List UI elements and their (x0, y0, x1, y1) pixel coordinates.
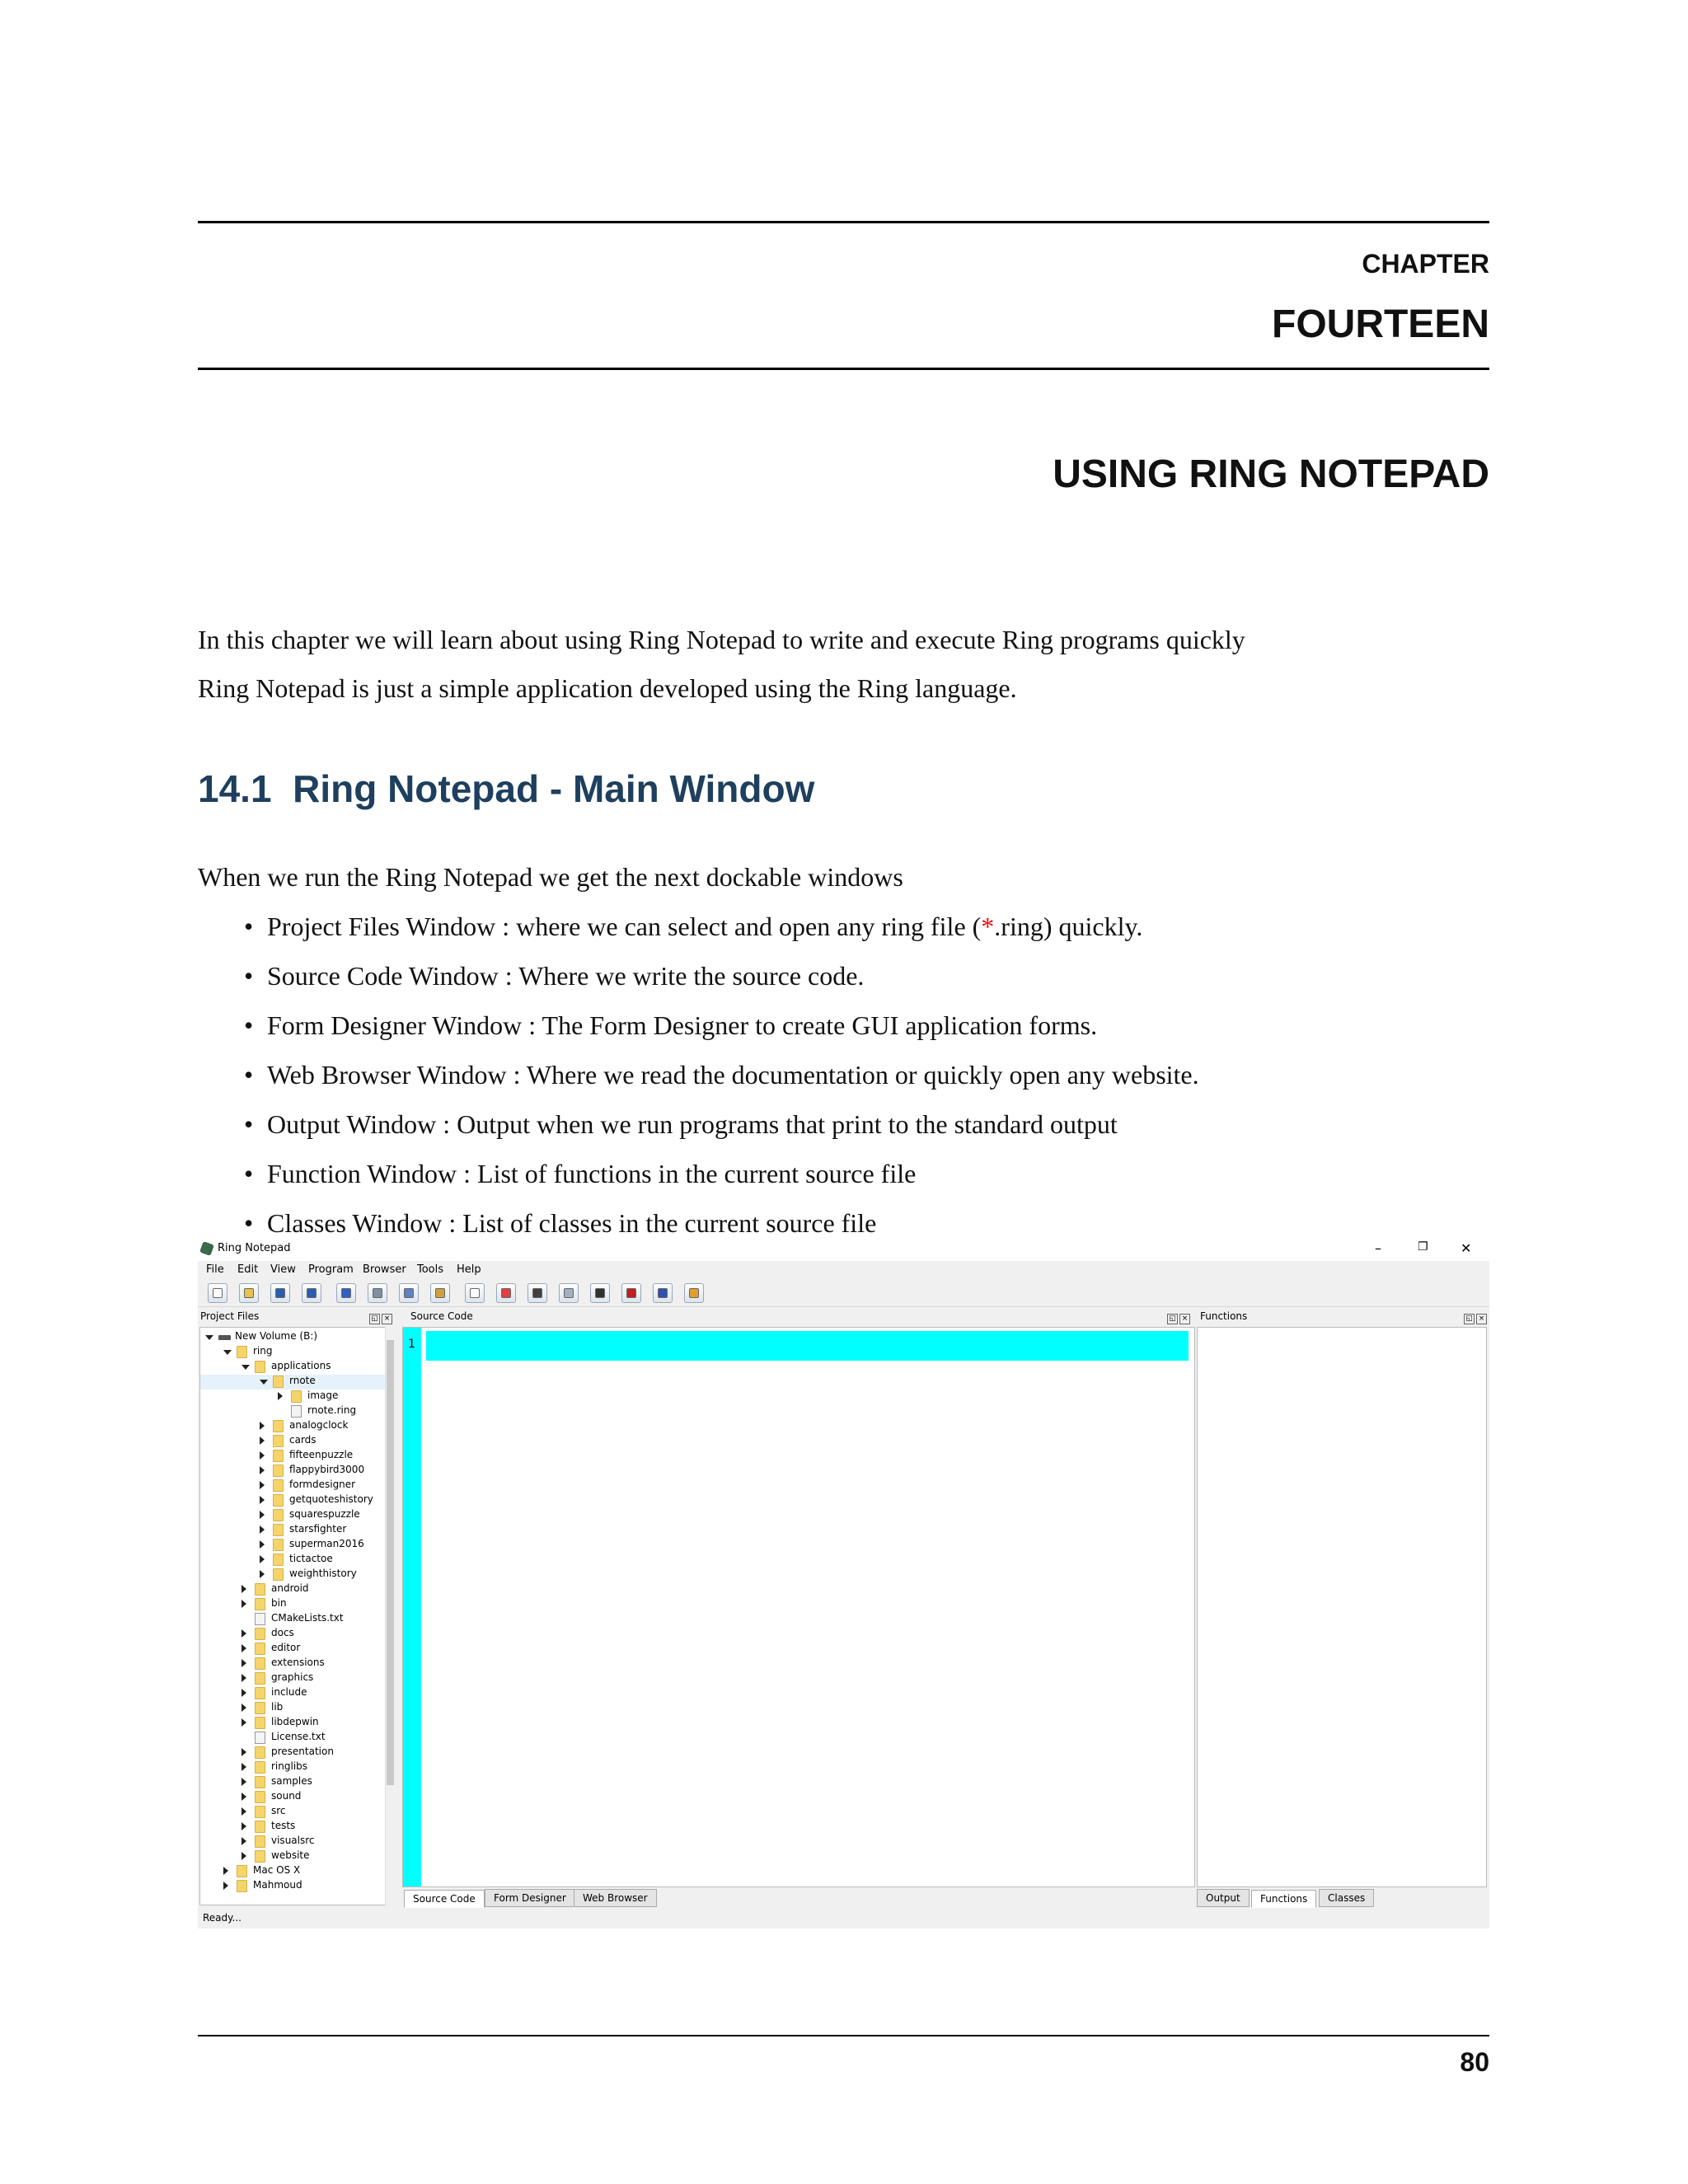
toolbar-button-icon (626, 1288, 636, 1298)
tree-item[interactable] (200, 1671, 385, 1686)
functions-title: Functions (1200, 1310, 1248, 1322)
collapse-arrow-icon[interactable] (260, 1451, 265, 1460)
close-icon[interactable]: × (1476, 1314, 1487, 1324)
window-title: Ring Notepad (218, 1242, 291, 1254)
tree-item-label: License.txt (271, 1731, 326, 1742)
tree-item[interactable] (200, 1568, 385, 1582)
tree-item[interactable] (200, 1404, 385, 1419)
tree-item[interactable] (200, 1493, 385, 1508)
expand-arrow-icon[interactable] (260, 1380, 268, 1385)
tree-item[interactable] (200, 1627, 385, 1642)
collapse-arrow-icon[interactable] (241, 1852, 246, 1860)
tree-item[interactable] (200, 1849, 385, 1864)
tab-web-browser[interactable]: Web Browser (574, 1889, 657, 1907)
bullet-dot: • (244, 1208, 254, 1238)
collapse-arrow-icon[interactable] (241, 1585, 246, 1593)
bullet-dot: • (244, 1060, 254, 1090)
project-files-title: Project Files (200, 1310, 260, 1322)
folder-icon (273, 1524, 284, 1536)
folder-icon (255, 1776, 265, 1788)
menu-edit[interactable]: Edit (237, 1263, 259, 1276)
menu-view[interactable]: View (270, 1263, 296, 1276)
tree-item-label: visualsrc (271, 1835, 315, 1846)
folder-icon (273, 1465, 284, 1477)
tree-item[interactable] (200, 1479, 385, 1493)
bullet-dot: • (244, 961, 254, 991)
toolbar-button[interactable] (208, 1283, 227, 1303)
collapse-arrow-icon[interactable] (241, 1718, 246, 1727)
folder-icon (255, 1598, 265, 1610)
toolbar-button[interactable] (239, 1283, 259, 1303)
collapse-arrow-icon[interactable] (241, 1793, 246, 1801)
tree-item-label: rnote (289, 1375, 316, 1386)
toolbar-button[interactable] (653, 1283, 673, 1303)
chapter-bottom-rule (198, 368, 1489, 370)
folder-icon (273, 1435, 284, 1447)
folder-icon (255, 1717, 265, 1729)
bullet-text: Form Designer Window : The Form Designer to create GUI application forms. (267, 1010, 1098, 1040)
tree-item-label: formdesigner (289, 1479, 356, 1490)
folder-icon (255, 1643, 265, 1655)
tree-item-label: sound (271, 1790, 302, 1802)
toolbar-button-icon (213, 1288, 223, 1298)
folder-icon (291, 1390, 302, 1403)
expand-arrow-icon[interactable] (241, 1365, 250, 1370)
folder-icon (255, 1702, 265, 1714)
tab-source-code[interactable]: Source Code (404, 1890, 485, 1908)
tree-item[interactable] (200, 1775, 385, 1790)
line-number-gutter (403, 1328, 421, 1886)
tree-item-label: applications (271, 1360, 331, 1371)
tree-item-label: cards (289, 1434, 316, 1446)
tab-classes[interactable]: Classes (1319, 1889, 1374, 1907)
bullet-dot: • (244, 1159, 254, 1188)
tree-item-label: libdepwin (271, 1716, 319, 1727)
bullet-text: Function Window : List of functions in the current source file (267, 1159, 917, 1188)
tree-item[interactable] (200, 1835, 385, 1849)
folder-icon (237, 1865, 247, 1877)
toolbar-button[interactable] (528, 1283, 547, 1303)
chapter-top-rule (198, 221, 1489, 223)
folder-icon (255, 1761, 265, 1774)
bullet-dot: • (244, 1109, 254, 1139)
tree-item[interactable] (200, 1805, 385, 1820)
tree-item[interactable] (200, 1375, 385, 1390)
float-icon[interactable]: ◱ (1464, 1314, 1475, 1324)
tree-item[interactable] (200, 1642, 385, 1657)
source-code-title: Source Code (410, 1310, 473, 1322)
tree-item-label: include (271, 1686, 307, 1698)
folder-icon (273, 1539, 284, 1551)
collapse-arrow-icon[interactable] (241, 1674, 246, 1682)
folder-icon (255, 1687, 265, 1699)
folder-icon (237, 1346, 247, 1358)
toolbar-button[interactable] (590, 1283, 610, 1303)
toolbar-button-icon (564, 1288, 574, 1298)
source-dock-buttons (1167, 1311, 1192, 1323)
float-icon[interactable]: ◱ (369, 1314, 380, 1324)
tree-item-label: ringlibs (271, 1760, 308, 1772)
restore-button[interactable]: ❐ (1418, 1240, 1428, 1254)
tree-item-label: analogclock (289, 1419, 349, 1431)
toolbar (198, 1279, 1489, 1307)
intro-paragraph-2: Ring Notepad is just a simple application developed using the Ring language. (198, 673, 1017, 703)
tree-item-label: squarespuzzle (289, 1508, 360, 1520)
folder-icon (255, 1791, 265, 1803)
toolbar-button[interactable] (430, 1283, 450, 1303)
tree-item[interactable] (200, 1464, 385, 1479)
collapse-arrow-icon[interactable] (260, 1466, 265, 1474)
collapse-arrow-icon[interactable] (241, 1778, 246, 1786)
tree-item[interactable] (200, 1508, 385, 1523)
collapse-arrow-icon[interactable] (260, 1511, 265, 1519)
collapse-arrow-icon[interactable] (223, 1882, 228, 1890)
tree-item[interactable] (200, 1657, 385, 1671)
tree-item[interactable] (200, 1701, 385, 1716)
footer-rule (198, 2035, 1489, 2036)
tree-item-label: New Volume (B:) (235, 1330, 318, 1342)
bullet-text: Source Code Window : Where we write the source code. (267, 961, 865, 991)
section-number: 14.1 (198, 767, 272, 810)
tab-form-designer[interactable]: Form Designer (485, 1889, 575, 1907)
tree-item-label: starsfighter (289, 1523, 347, 1535)
toolbar-button-icon (689, 1288, 699, 1298)
current-line-highlight (426, 1331, 1189, 1361)
tree-item[interactable] (200, 1523, 385, 1538)
toolbar-button[interactable] (559, 1283, 579, 1303)
tree-item-label: CMakeLists.txt (271, 1612, 344, 1624)
toolbar-button[interactable] (270, 1283, 290, 1303)
folder-icon (273, 1450, 284, 1462)
tree-item[interactable] (200, 1864, 385, 1879)
app-icon (199, 1241, 214, 1256)
tree-scrollbar-thumb[interactable] (387, 1340, 394, 1785)
tree-item-label: presentation (271, 1746, 334, 1757)
tree-item-label: samples (271, 1775, 312, 1787)
section-heading (198, 766, 814, 811)
toolbar-button[interactable] (399, 1283, 419, 1303)
tree-item[interactable] (200, 1790, 385, 1805)
collapse-arrow-icon[interactable] (260, 1436, 265, 1445)
close-icon[interactable]: × (382, 1314, 392, 1324)
tree-item-label: tictactoe (289, 1553, 333, 1564)
project-dock-buttons (369, 1311, 394, 1323)
collapse-arrow-icon[interactable] (241, 1704, 246, 1712)
toolbar-button-icon (435, 1288, 445, 1298)
status-bar: Ready... (203, 1912, 241, 1924)
tab-functions[interactable]: Functions (1251, 1890, 1316, 1908)
tree-item[interactable] (200, 1760, 385, 1775)
folder-icon (255, 1746, 265, 1759)
toolbar-button-icon (501, 1288, 511, 1298)
tree-item[interactable] (200, 1686, 385, 1701)
toolbar-button-icon (658, 1288, 668, 1298)
collapse-arrow-icon[interactable] (260, 1540, 265, 1549)
toolbar-button-icon (373, 1288, 382, 1298)
collapse-arrow-icon[interactable] (241, 1822, 246, 1830)
bullet-text: Output Window : Output when we run programs that print to the standard output (267, 1109, 1118, 1139)
tree-item[interactable] (200, 1449, 385, 1464)
functions-dock-buttons (1464, 1311, 1489, 1323)
tree-item[interactable] (200, 1419, 385, 1434)
collapse-arrow-icon[interactable] (260, 1526, 265, 1534)
toolbar-button[interactable] (336, 1283, 356, 1303)
tree-item-label: docs (271, 1627, 294, 1638)
tree-item-label: getquoteshistory (289, 1493, 373, 1505)
collapse-arrow-icon[interactable] (241, 1807, 246, 1816)
section-title: Ring Notepad - Main Window (293, 767, 815, 810)
folder-icon (273, 1376, 284, 1388)
tree-item[interactable] (200, 1746, 385, 1760)
collapse-arrow-icon[interactable] (241, 1837, 246, 1845)
tree-item[interactable] (200, 1597, 385, 1612)
folder-icon (255, 1657, 265, 1670)
menu-program[interactable]: Program (308, 1263, 354, 1276)
tree-item-label: fifteenpuzzle (289, 1449, 354, 1460)
collapse-arrow-icon[interactable] (260, 1570, 265, 1578)
menu-browser[interactable]: Browser (363, 1263, 406, 1276)
toolbar-button[interactable] (465, 1283, 485, 1303)
tree-item[interactable] (200, 1716, 385, 1731)
wildcard-star: * (981, 912, 995, 941)
tree-item[interactable] (200, 1360, 385, 1375)
toolbar-button[interactable] (621, 1283, 641, 1303)
menu-file[interactable]: File (206, 1263, 224, 1276)
collapse-arrow-icon[interactable] (260, 1481, 265, 1489)
folder-icon (255, 1850, 265, 1863)
toolbar-button-icon (470, 1288, 480, 1298)
title-bar (198, 1238, 1489, 1261)
ring-notepad-window (198, 1238, 1489, 1929)
folder-icon (237, 1880, 247, 1892)
collapse-arrow-icon[interactable] (241, 1600, 246, 1608)
page-number: 80 (1460, 2047, 1489, 2077)
file-icon (255, 1613, 265, 1625)
tree-item-label: Mac OS X (253, 1864, 301, 1876)
line-number: 1 (408, 1338, 415, 1351)
chapter-number: FOURTEEN (1272, 302, 1489, 346)
tree-item[interactable] (200, 1390, 385, 1404)
toolbar-button[interactable] (684, 1283, 704, 1303)
collapse-arrow-icon[interactable] (278, 1392, 283, 1400)
lead-paragraph: When we run the Ring Notepad we get the next dockable windows (198, 862, 903, 892)
toolbar-button-icon (244, 1288, 254, 1298)
tree-item-label: bin (271, 1597, 287, 1609)
folder-icon (255, 1672, 265, 1685)
collapse-arrow-icon[interactable] (260, 1555, 265, 1563)
toolbar-button[interactable] (368, 1283, 387, 1303)
collapse-arrow-icon[interactable] (260, 1496, 265, 1504)
float-icon[interactable]: ◱ (1167, 1314, 1178, 1324)
tree-item[interactable] (200, 1553, 385, 1568)
expand-arrow-icon[interactable] (205, 1335, 213, 1340)
menu-bar (198, 1261, 1489, 1279)
toolbar-button-icon (595, 1288, 605, 1298)
tree-item-label: rnote.ring (307, 1404, 357, 1416)
expand-arrow-icon[interactable] (223, 1350, 232, 1355)
folder-icon (273, 1494, 284, 1507)
tree-item-label: tests (271, 1820, 296, 1831)
tree-item-label: superman2016 (289, 1538, 364, 1549)
tree-item[interactable] (200, 1612, 385, 1627)
folder-icon (255, 1583, 265, 1596)
collapse-arrow-icon[interactable] (260, 1422, 265, 1430)
folder-icon (255, 1628, 265, 1640)
file-icon (255, 1732, 265, 1744)
bullet-text: Web Browser Window : Where we read the documentation or quickly open any website. (267, 1060, 1199, 1090)
bullet-text: Project Files Window : where we can select and open any ring file ( (267, 912, 982, 941)
bullet-text: .ring) quickly. (994, 912, 1143, 941)
intro-paragraph-1: In this chapter we will learn about using Ring Notepad to write and execute Ring programs quickly (198, 625, 1245, 654)
toolbar-button-icon (275, 1288, 285, 1298)
minimize-button[interactable]: – (1375, 1240, 1381, 1256)
tree-item-label: website (271, 1849, 310, 1861)
folder-icon (273, 1479, 284, 1492)
tree-item[interactable] (200, 1731, 385, 1746)
tree-item-label: android (271, 1582, 309, 1594)
collapse-arrow-icon[interactable] (241, 1689, 246, 1697)
tree-item-label: editor (271, 1642, 301, 1653)
tree-item[interactable] (200, 1345, 385, 1360)
folder-icon (273, 1554, 284, 1566)
tree-item[interactable] (200, 1434, 385, 1449)
collapse-arrow-icon[interactable] (223, 1867, 228, 1875)
tree-item-label: src (271, 1805, 286, 1816)
tree-item[interactable] (200, 1330, 385, 1345)
menu-help[interactable]: Help (457, 1263, 481, 1276)
tree-item-label: image (307, 1390, 339, 1401)
collapse-arrow-icon[interactable] (241, 1748, 246, 1756)
tree-item-label: lib (271, 1701, 284, 1713)
chapter-label: CHAPTER (1362, 249, 1489, 279)
chapter-title: USING RING NOTEPAD (1053, 452, 1489, 496)
folder-icon (255, 1361, 265, 1373)
close-button[interactable]: ✕ (1461, 1240, 1472, 1256)
source-code-editor[interactable] (402, 1327, 1195, 1887)
bullet-dot: • (244, 1010, 254, 1040)
drive-icon (218, 1335, 231, 1340)
folder-icon (273, 1509, 284, 1521)
project-files-tree[interactable] (199, 1327, 393, 1905)
toolbar-button[interactable] (496, 1283, 516, 1303)
toolbar-button-icon (532, 1288, 542, 1298)
collapse-arrow-icon[interactable] (241, 1763, 246, 1771)
folder-icon (273, 1420, 284, 1432)
toolbar-button-icon (307, 1288, 316, 1298)
tab-output[interactable]: Output (1197, 1889, 1250, 1907)
tree-item[interactable] (200, 1582, 385, 1597)
bullet-text: Classes Window : List of classes in the current source file (267, 1208, 877, 1238)
collapse-arrow-icon[interactable] (241, 1629, 246, 1638)
tree-item-label: ring (253, 1345, 273, 1357)
tree-item[interactable] (200, 1879, 385, 1894)
bullet-dot: • (244, 912, 254, 941)
folder-icon (255, 1821, 265, 1833)
tree-item-label: Mahmoud (253, 1879, 302, 1891)
folder-icon (255, 1835, 265, 1848)
tree-item-label: extensions (271, 1657, 325, 1668)
tree-item-label: graphics (271, 1671, 314, 1683)
menu-tools[interactable]: Tools (417, 1263, 444, 1276)
toolbar-button-icon (341, 1288, 351, 1298)
close-icon[interactable]: × (1179, 1314, 1190, 1324)
folder-icon (273, 1568, 284, 1581)
tree-item[interactable] (200, 1820, 385, 1835)
collapse-arrow-icon[interactable] (241, 1644, 246, 1652)
file-icon (291, 1405, 302, 1418)
collapse-arrow-icon[interactable] (241, 1659, 246, 1667)
folder-icon (255, 1806, 265, 1818)
toolbar-button-icon (404, 1288, 414, 1298)
functions-list[interactable] (1197, 1327, 1487, 1887)
toolbar-button[interactable] (302, 1283, 321, 1303)
tree-item[interactable] (200, 1538, 385, 1553)
tree-item-label: flappybird3000 (289, 1464, 365, 1475)
tree-item-label: weighthistory (289, 1568, 357, 1579)
